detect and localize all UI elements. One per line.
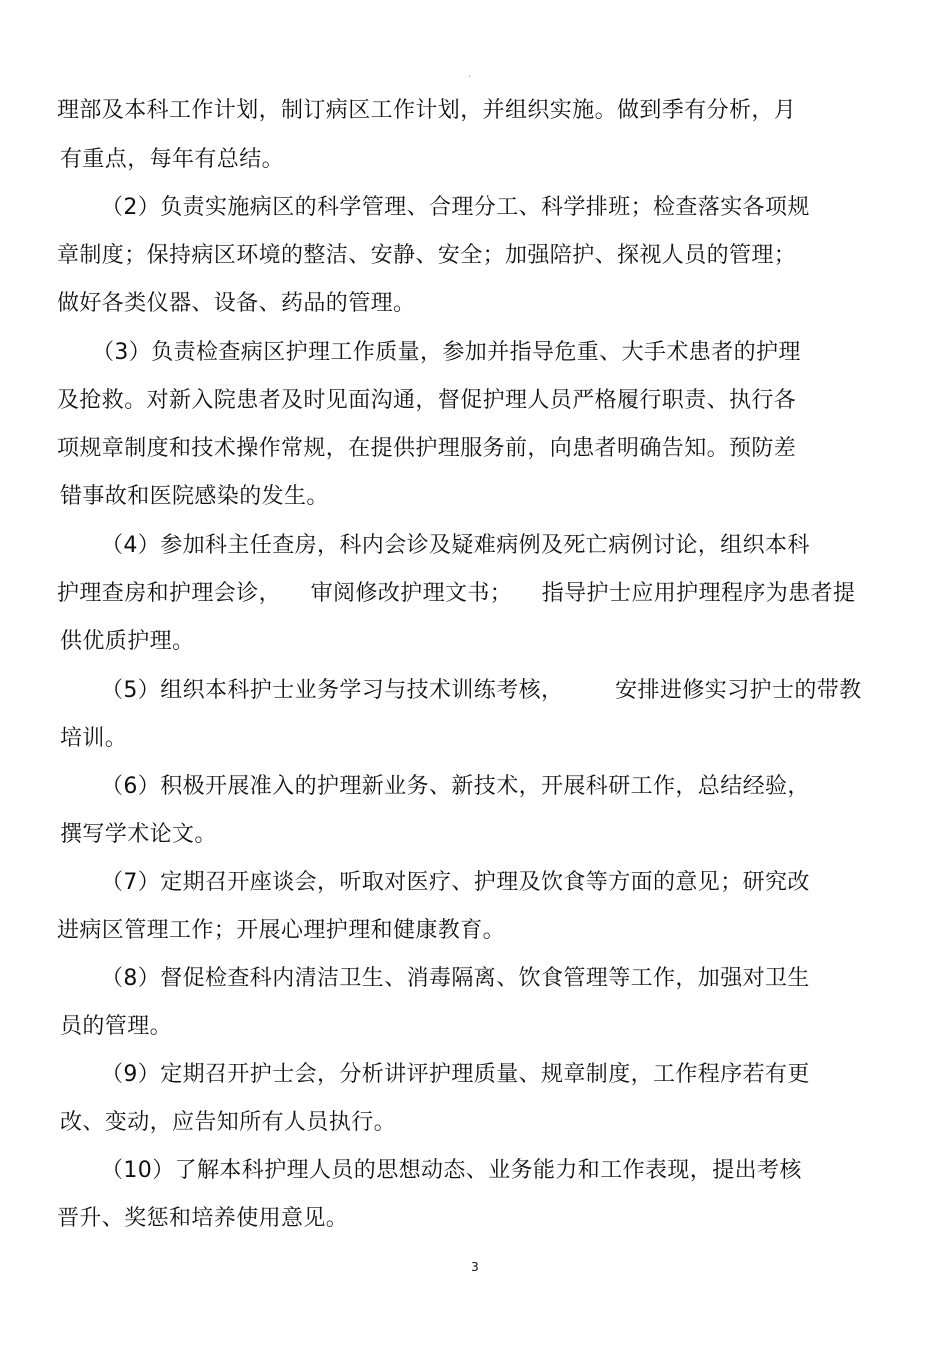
- header-mark: .: [468, 69, 472, 80]
- text-line: 晋升、奖惩和培养使用意见。: [57, 1206, 349, 1231]
- text-line: 进病区管理工作；开展心理护理和健康教育。: [57, 918, 506, 943]
- text-line: 有重点，每年有总结。: [60, 147, 285, 172]
- text-line: 供优质护理。: [60, 629, 195, 654]
- page-number: 3: [471, 1260, 479, 1274]
- text-line: （3）负责检查病区护理工作质量，参加并指导危重、大手术患者的护理: [92, 340, 801, 365]
- text-line: 做好各类仪器、设备、药品的管理。: [57, 291, 416, 316]
- text-line: 理部及本科工作计划，制订病区工作计划，并组织实施。做到季有分析，月: [57, 98, 797, 123]
- text-line: 员的管理。: [60, 1014, 173, 1039]
- text-line: （7）定期召开座谈会，听取对医疗、护理及饮食等方面的意见；研究改: [101, 870, 810, 895]
- text-line: （6）积极开展准入的护理新业务、新技术，开展科研工作，总结经验，: [101, 774, 810, 799]
- text-line: 及抢救。对新入院患者及时见面沟通，督促护理人员严格履行职责、执行各: [57, 388, 797, 413]
- text-line: （10）了解本科护理人员的思想动态、业务能力和工作表现，提出考核: [101, 1158, 802, 1183]
- text-line: 改、变动，应告知所有人员执行。: [60, 1110, 397, 1135]
- text-line: 撰写学术论文。: [60, 822, 217, 847]
- text-line: （4）参加科主任查房，科内会诊及疑难病例及死亡病例讨论，组织本科: [101, 533, 810, 558]
- text-line: 章制度；保持病区环境的整洁、安静、安全；加强陪护、探视人员的管理；: [57, 243, 797, 268]
- text-line: （8）督促检查科内清洁卫生、消毒隔离、饮食管理等工作，加强对卫生: [101, 966, 810, 991]
- text-line: 护理查房和护理会诊， 审阅修改护理文书； 指导护士应用护理程序为患者提: [57, 581, 856, 606]
- text-line: （2）负责实施病区的科学管理、合理分工、科学排班；检查落实各项规: [101, 195, 810, 220]
- text-line: （9）定期召开护士会，分析讲评护理质量、规章制度，工作程序若有更: [101, 1062, 810, 1087]
- text-line: 项规章制度和技术操作常规，在提供护理服务前，向患者明确告知。预防差: [57, 436, 797, 461]
- text-line: （5）组织本科护士业务学习与技术训练考核， 安排进修实习护士的带教: [101, 678, 862, 703]
- text-line: 错事故和医院感染的发生。: [60, 484, 329, 509]
- text-line: 培训。: [60, 726, 128, 751]
